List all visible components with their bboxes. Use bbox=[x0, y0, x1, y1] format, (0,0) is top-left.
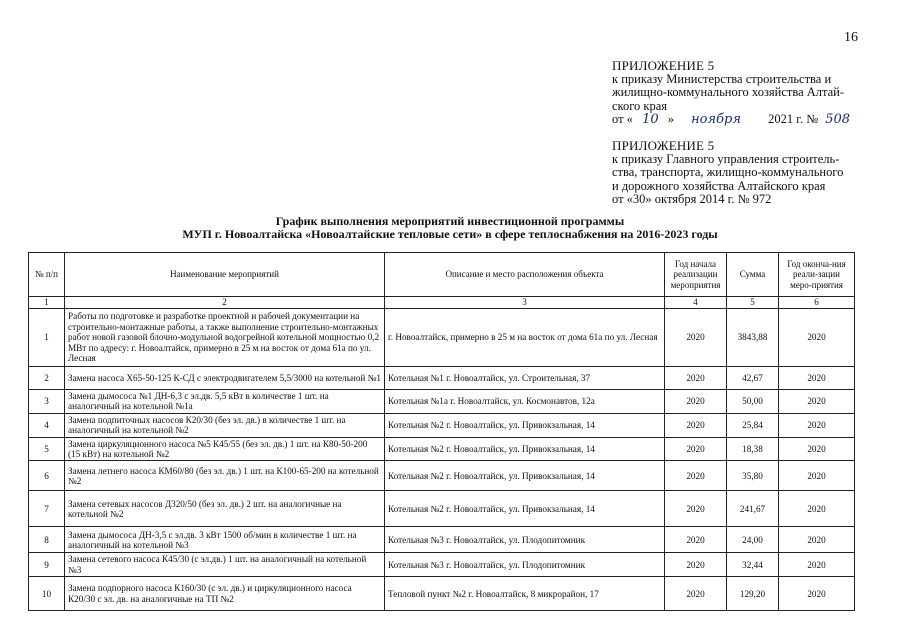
measure-name: Замена летнего насоса КМ60/80 (без эл. дв.) 1 шт. на К100-65-200 на котельной №2 bbox=[65, 461, 385, 491]
table-row bbox=[29, 491, 855, 527]
measure-name: Замена подпиточных насосов К20/30 (без эл. дв.) в количестве 1 шт. на аналогичный на котельной №2 bbox=[65, 413, 385, 437]
appendix-line: к приказу Главного управления строитель- bbox=[612, 151, 840, 166]
handwritten-month: ноября bbox=[691, 112, 741, 128]
table-row bbox=[29, 413, 855, 437]
end-year: 2020 bbox=[779, 413, 855, 437]
column-number: 6 bbox=[779, 297, 855, 309]
page-number: 16 bbox=[844, 30, 858, 45]
measure-name: Работы по подготовке и разработке проектной и рабочей документации на строительно-монтажные работы, а также выполнение строительно-монтажных работ новой газовой блочно-модульной водогрейной котельной мощностью 0,2 МВт по адресу: г. Новоалтайск, примерно в 25 м на восток от дома 61а по ул. Лесная bbox=[65, 309, 385, 367]
header-cell: Год начала реализации мероприятия bbox=[665, 253, 727, 297]
header-cell: Год оконча-ния реали-зации меро-приятия bbox=[779, 253, 855, 297]
amount: 25,84 bbox=[727, 413, 779, 437]
row-number: 1 bbox=[29, 309, 65, 367]
end-year: 2020 bbox=[779, 390, 855, 414]
start-year: 2020 bbox=[665, 413, 727, 437]
date-prefix: от « bbox=[612, 112, 633, 127]
measure-name: Замена сетевого насоса К45/30 (с эл.дв.) 1 шт. на аналогичный на котельной №3 bbox=[65, 553, 385, 577]
amount: 18,38 bbox=[727, 437, 779, 461]
measure-name: Замена сетевых насосов Д320/50 (без эл. дв.) 2 шт. на аналогичные на котельной №2 bbox=[65, 491, 385, 527]
table-row bbox=[29, 367, 855, 390]
table-row bbox=[29, 437, 855, 461]
document-title: График выполнения мероприятий инвестиционной программы bbox=[275, 214, 625, 228]
amount: 35,80 bbox=[727, 461, 779, 491]
end-year: 2020 bbox=[779, 577, 855, 611]
amount: 50,00 bbox=[727, 390, 779, 414]
handwritten-number: 508 bbox=[825, 112, 851, 128]
start-year: 2020 bbox=[665, 491, 727, 527]
measure-name: Замена насоса Х65-50-125 К-СД с электродвигателем 5,5/3000 на котельной №1 bbox=[65, 367, 385, 390]
object-description: Котельная №3 г. Новоалтайск, ул. Плодопитомник bbox=[385, 553, 665, 577]
row-number: 6 bbox=[29, 461, 65, 491]
appendix-block-original bbox=[612, 139, 862, 207]
appendix-heading: ПРИЛОЖЕНИЕ 5 bbox=[612, 138, 715, 153]
appendix-line: от «30» октября 2014 г. № 972 bbox=[612, 192, 772, 207]
measure-name: Замена дымососа ДН-3,5 с эл.дв. 3 кВт 1500 об/мин в количестве 1 шт. на аналогичный на котельной №3 bbox=[65, 527, 385, 553]
start-year: 2020 bbox=[665, 527, 727, 553]
end-year: 2020 bbox=[779, 309, 855, 367]
amount: 32,44 bbox=[727, 553, 779, 577]
measure-name: Замена циркуляционного насоса №5 К45/55 (без эл. дв.) 1 шт. на К80-50-200 (15 кВт) на котельной №2 bbox=[65, 437, 385, 461]
header-cell: Сумма bbox=[727, 253, 779, 297]
appendix-line: ского края bbox=[612, 98, 668, 113]
amount: 24,00 bbox=[727, 527, 779, 553]
table-row bbox=[29, 527, 855, 553]
start-year: 2020 bbox=[665, 390, 727, 414]
table-row bbox=[29, 309, 855, 367]
start-year: 2020 bbox=[665, 553, 727, 577]
row-number: 10 bbox=[29, 577, 65, 611]
amount: 129,20 bbox=[727, 577, 779, 611]
row-number: 8 bbox=[29, 527, 65, 553]
object-description: Котельная №2 г. Новоалтайск, ул. Привокзальная, 14 bbox=[385, 437, 665, 461]
appendix-line: жилищно-коммунального хозяйства Алтай- bbox=[612, 85, 845, 100]
end-year: 2020 bbox=[779, 527, 855, 553]
amount: 3843,88 bbox=[727, 309, 779, 367]
row-number: 3 bbox=[29, 390, 65, 414]
row-number: 5 bbox=[29, 437, 65, 461]
column-number: 3 bbox=[385, 297, 665, 309]
handwritten-day: 10 bbox=[642, 112, 659, 128]
appendix-line: к приказу Министерства строительства и bbox=[612, 71, 832, 86]
year-number-label: 2021 г. № bbox=[768, 112, 819, 127]
amount: 241,67 bbox=[727, 491, 779, 527]
column-number: 4 bbox=[665, 297, 727, 309]
table-row bbox=[29, 461, 855, 491]
table-row bbox=[29, 577, 855, 611]
object-description: Котельная №2 г. Новоалтайск, ул. Привокзальная, 14 bbox=[385, 491, 665, 527]
row-number: 7 bbox=[29, 491, 65, 527]
header-cell: Наименование мероприятий bbox=[65, 253, 385, 297]
date-mid: » bbox=[667, 112, 674, 127]
column-number: 5 bbox=[727, 297, 779, 309]
end-year: 2020 bbox=[779, 553, 855, 577]
header-cell: № п/п bbox=[29, 253, 65, 297]
object-description: Тепловой пункт №2 г. Новоалтайск, 8 микрорайон, 17 bbox=[385, 577, 665, 611]
row-number: 9 bbox=[29, 553, 65, 577]
appendix-line: ства, транспорта, жилищно-коммунального bbox=[612, 165, 844, 180]
object-description: Котельная №1 г. Новоалтайск, ул. Строительная, 37 bbox=[385, 367, 665, 390]
end-year: 2020 bbox=[779, 437, 855, 461]
row-number: 4 bbox=[29, 413, 65, 437]
table-row bbox=[29, 553, 855, 577]
column-number: 1 bbox=[29, 297, 65, 309]
appendix-block-current bbox=[612, 59, 862, 127]
row-number: 2 bbox=[29, 367, 65, 390]
start-year: 2020 bbox=[665, 309, 727, 367]
column-number: 2 bbox=[65, 297, 385, 309]
header-cell: Описание и место расположения объекта bbox=[385, 253, 665, 297]
end-year: 2020 bbox=[779, 367, 855, 390]
object-description: Котельная №3 г. Новоалтайск, ул. Плодопитомник bbox=[385, 527, 665, 553]
table-header-row bbox=[29, 253, 855, 297]
appendix-date-line bbox=[612, 113, 862, 127]
appendix-heading: ПРИЛОЖЕНИЕ 5 bbox=[612, 58, 715, 73]
object-description: Котельная №2 г. Новоалтайск, ул. Привокзальная, 14 bbox=[385, 461, 665, 491]
measure-name: Замена дымососа №1 ДН-6,3 с эл.дв. 5,5 кВт в количестве 1 шт. на аналогичный на котельной №1а bbox=[65, 390, 385, 414]
start-year: 2020 bbox=[665, 577, 727, 611]
start-year: 2020 bbox=[665, 461, 727, 491]
amount: 42,67 bbox=[727, 367, 779, 390]
object-description: Котельная №2 г. Новоалтайск, ул. Привокзальная, 14 bbox=[385, 413, 665, 437]
start-year: 2020 bbox=[665, 367, 727, 390]
end-year: 2020 bbox=[779, 491, 855, 527]
measure-name: Замена подпорного насоса К160/30 (с эл. дв.) и циркуляционного насоса К20/30 с эл. дв. на аналогичные на ТП №2 bbox=[65, 577, 385, 611]
end-year: 2020 bbox=[779, 461, 855, 491]
object-description: Котельная №1а г. Новоалтайск, ул. Космонавтов, 12а bbox=[385, 390, 665, 414]
object-description: г. Новоалтайск, примерно в 25 м на восток от дома 61а по ул. Лесная bbox=[385, 309, 665, 367]
column-number-row bbox=[29, 297, 855, 309]
document-subtitle: МУП г. Новоалтайска «Новоалтайские тепловые сети» в сфере теплоснабжения на 2016-2023 годы bbox=[182, 227, 718, 241]
table-row bbox=[29, 390, 855, 414]
schedule-table bbox=[28, 252, 855, 611]
appendix-line: и дорожного хозяйства Алтайского края bbox=[612, 178, 826, 193]
start-year: 2020 bbox=[665, 437, 727, 461]
